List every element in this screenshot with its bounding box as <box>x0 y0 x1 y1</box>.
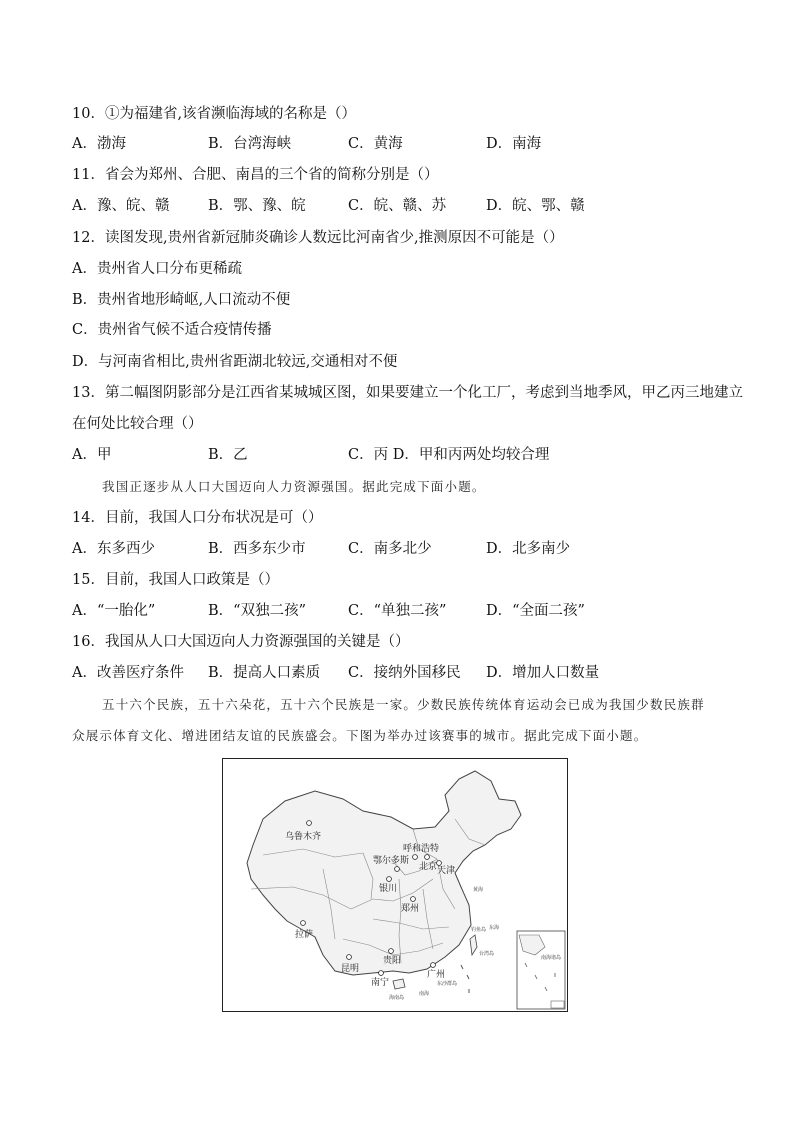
city-label-lhasa: 拉萨 <box>295 930 314 940</box>
china-map <box>223 759 567 1011</box>
section-intro-2-line2: 众展示体育文化、增进团结友谊的民族盛会。下图为举办过该赛事的城市。据此完成下面小题。 <box>72 728 648 743</box>
hainan-island <box>393 979 405 989</box>
sea-label-east: 东海 <box>489 925 500 931</box>
option-c[interactable]: C．皖、赣、苏 <box>348 198 447 214</box>
taiwan-island <box>470 935 477 955</box>
island-label-diaoyu: 钓鱼岛 <box>471 927 487 933</box>
city-label-guangzhou: 广州 <box>427 970 446 980</box>
question-15: 15．目前，我国人口政策是（） <box>72 572 279 588</box>
island-label-taiwan: 台湾岛 <box>479 951 495 957</box>
option-b[interactable]: B．鄂、豫、皖 <box>208 198 306 214</box>
question-11: 11．省会为郑州、合肥、南昌的三个省的简称分别是（） <box>72 167 439 183</box>
options-16 <box>72 663 732 683</box>
city-label-ordos: 鄂尔多斯 <box>373 856 410 866</box>
nine-dash-line <box>461 965 469 993</box>
option-d[interactable]: D．“全面二孩” <box>486 603 585 619</box>
city-label-zhengzhou: 郑州 <box>401 904 420 914</box>
city-label-tianjin: 天津 <box>437 866 456 876</box>
island-label-hainan: 海南岛 <box>389 995 405 1001</box>
question-14: 14．目前，我国人口分布状况是可（） <box>72 510 323 526</box>
china-outline <box>247 771 521 975</box>
city-label-yinchuan: 银川 <box>379 884 398 894</box>
option-d[interactable]: D．增加人口数量 <box>486 665 600 681</box>
city-label-hohhot: 呼和浩特 <box>403 844 440 854</box>
inset-caption: 南海诸岛 <box>541 955 562 961</box>
question-13-line2: 在何处比较合理（） <box>72 416 203 432</box>
city-marker-ordos <box>395 867 400 872</box>
city-marker-kunming <box>347 955 352 960</box>
question-16: 16．我国从人口大国迈向人力资源强国的关键是（） <box>72 634 410 650</box>
city-marker-guiyang <box>389 949 394 954</box>
option-a[interactable]: A．改善医疗条件 <box>72 665 184 681</box>
option-a[interactable]: A．甲 <box>72 447 112 463</box>
option-a[interactable]: A．豫、皖、赣 <box>72 198 170 214</box>
option-c[interactable]: C．黄海 <box>348 136 403 152</box>
city-label-nanning: 南宁 <box>371 978 390 988</box>
option-a[interactable]: A．“一胎化” <box>72 603 156 619</box>
sea-label-south: 南海 <box>419 991 430 997</box>
question-12: 12．读图发现,贵州省新冠肺炎确诊人数远比河南省少,推测原因不可能是（） <box>72 230 564 246</box>
option-c[interactable]: C．南多北少 <box>348 541 432 557</box>
options-11 <box>72 196 732 216</box>
option-d[interactable]: D．北多南少 <box>486 541 571 557</box>
china-map-figure <box>222 758 568 1012</box>
question-13-line1: 13．第二幅图阴影部分是江西省某城城区图，如果要建立一个化工厂，考虑到当地季风，甲乙丙三地建立 <box>72 385 743 401</box>
city-marker-nanning <box>379 971 384 976</box>
city-marker-tianjin <box>437 861 442 866</box>
option-b[interactable]: B．贵州省地形崎岖,人口流动不便 <box>72 292 291 308</box>
section-intro: 我国正逐步从人口大国迈向人力资源强国。据此完成下面小题。 <box>102 479 486 494</box>
option-d[interactable]: D．南海 <box>486 136 542 152</box>
options-13 <box>72 445 732 465</box>
city-label-guiyang: 贵阳 <box>383 956 402 966</box>
options-15 <box>72 601 732 621</box>
city-marker-lhasa <box>301 921 306 926</box>
city-marker-zhengzhou <box>411 897 416 902</box>
sea-label-yellow: 黄海 <box>473 887 484 893</box>
city-marker-guangzhou <box>431 963 436 968</box>
city-label-kunming: 昆明 <box>341 964 360 974</box>
option-c[interactable]: C．“单独二孩” <box>348 603 447 619</box>
options-10 <box>72 134 732 154</box>
option-d[interactable]: D．皖、鄂、赣 <box>486 198 585 214</box>
option-c[interactable]: C．贵州省气候不适合疫情传播 <box>72 322 272 338</box>
option-b[interactable]: B．台湾海峡 <box>208 136 292 152</box>
option-a[interactable]: A．贵州省人口分布更稀疏 <box>72 261 242 277</box>
city-label-urumqi: 乌鲁木齐 <box>285 832 322 842</box>
option-d[interactable]: D．与河南省相比,贵州省距湖北较远,交通相对不便 <box>72 354 398 370</box>
city-marker-urumqi <box>307 821 312 826</box>
city-label-beijing: 北京 <box>419 862 438 872</box>
option-b[interactable]: B．西多东少市 <box>208 541 306 557</box>
options-14 <box>72 539 732 559</box>
option-c-d[interactable]: C．丙 D．甲和丙两处均较合理 <box>348 447 550 463</box>
option-b[interactable]: B．提高人口素质 <box>208 665 321 681</box>
city-marker-yinchuan <box>387 877 392 882</box>
option-c[interactable]: C．接纳外国移民 <box>348 665 461 681</box>
option-a[interactable]: A．东多西少 <box>72 541 155 557</box>
city-marker-beijing <box>425 855 430 860</box>
island-label-dongsha: 东沙群岛 <box>437 981 458 987</box>
section-intro-2-line1: 五十六个民族，五十六朵花，五十六个民族是一家。少数民族传统体育运动会已成为我国少数民族群 <box>102 697 705 712</box>
option-b[interactable]: B．“双独二孩” <box>208 603 306 619</box>
option-a[interactable]: A．渤海 <box>72 136 126 152</box>
south-sea-inset <box>517 931 565 1009</box>
question-10: 10．①为福建省,该省濒临海域的名称是（） <box>72 106 357 122</box>
city-marker-hohhot <box>413 855 418 860</box>
option-b[interactable]: B．乙 <box>208 447 248 463</box>
